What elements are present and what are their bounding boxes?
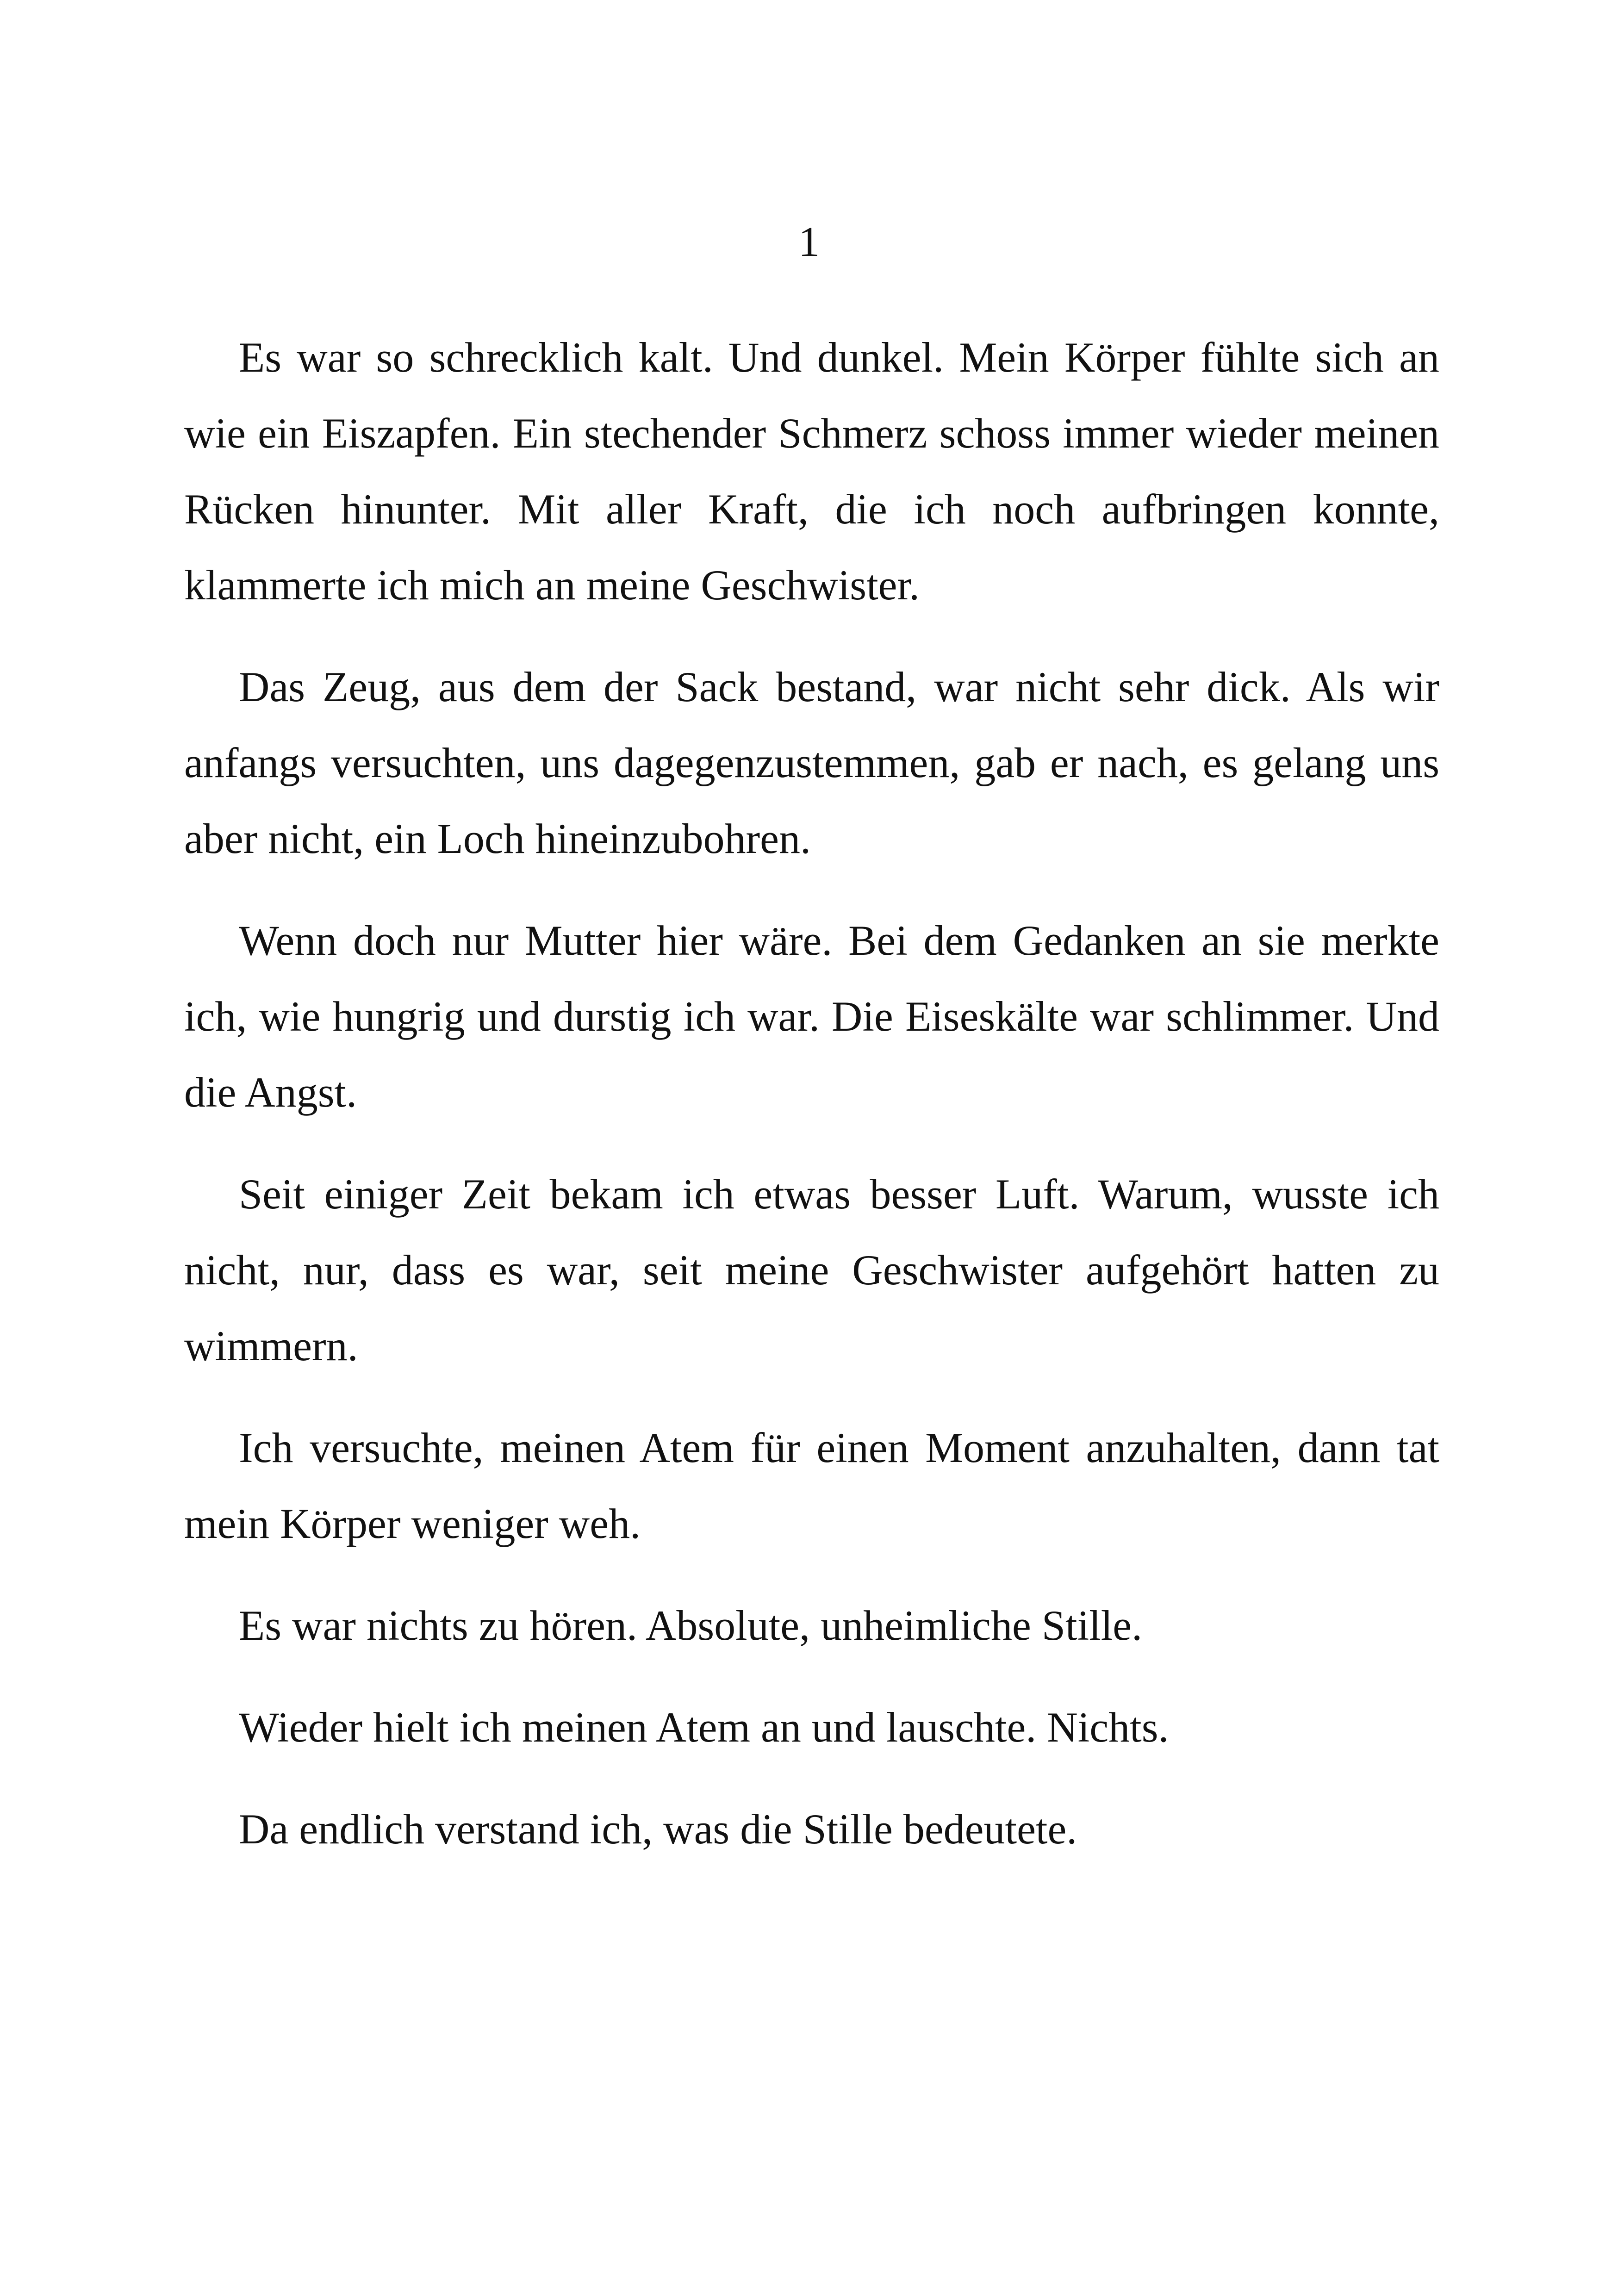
chapter-body [184, 319, 1439, 1893]
paragraph: Es war nichts zu hören. Absolute, unheimliche Stille. [239, 1602, 1143, 1649]
paragraph: Wieder hielt ich meinen Atem an und lauschte. Nichts. [239, 1704, 1169, 1751]
paragraph: Es war so schrecklich kalt. Und dunkel. Mein Körper fühlte sich an wie ein Eiszapfen. Ein stechender Schmerz schoss immer wieder meinen Rücken hinunter. Mit aller Kraft, die ich noch aufbringen konnte, klammerte ich mich an meine Geschwister. [184, 334, 1439, 609]
paragraph: Seit einiger Zeit bekam ich etwas besser Luft. Warum, wusste ich nicht, nur, dass es war, seit meine Geschwister aufgehört hatten zu wimmern. [184, 1170, 1439, 1369]
paragraph: Ich versuchte, meinen Atem für einen Moment anzuhalten, dann tat mein Körper weniger weh. [184, 1424, 1439, 1547]
chapter-number: 1 [798, 218, 820, 265]
paragraph: Das Zeug, aus dem der Sack bestand, war nicht sehr dick. Als wir anfangs versuchten, uns dagegenzustemmen, gab er nach, es gelang uns aber nicht, ein Loch hineinzubohren. [184, 663, 1439, 862]
paragraph: Da endlich verstand ich, was die Stille bedeutete. [239, 1805, 1077, 1853]
paragraph: Wenn doch nur Mutter hier wäre. Bei dem Gedanken an sie merkte ich, wie hungrig und durstig ich war. Die Eiseskälte war schlimmer. Und die Angst. [184, 917, 1439, 1116]
